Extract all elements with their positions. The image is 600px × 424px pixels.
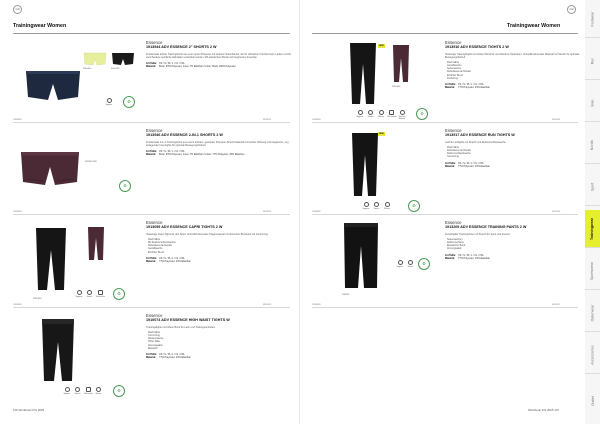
hygiene-icon: Hygiene	[396, 260, 404, 268]
page-title: Trainingwear Women	[13, 23, 67, 29]
title-rule	[312, 33, 578, 34]
title-rule	[13, 33, 290, 34]
product-sizes: Gr./Taille: XS / S / M / L / XL / XXL	[445, 253, 484, 257]
new-badge: NEW	[379, 45, 384, 47]
capri-tights-plum-image	[87, 226, 105, 262]
page-code: WF3013	[263, 303, 272, 306]
product-name: 1913917 ADV ESSENCE RUN TIGHTS W	[445, 133, 515, 137]
shorts-navy-image	[23, 69, 83, 103]
product-name: 1910074 ADV ESSENCE HIGH WAIST TIGHTS W	[146, 318, 230, 322]
fabric-icons	[75, 290, 104, 298]
product-image-area	[13, 40, 141, 122]
product-description: Vielseitige Capri-Tights für den Sport. Schnelltrocknendes Trägermaterial mit dezentem Brustrand mit Gummizug.	[146, 232, 269, 236]
page-title: Trainingwear Women	[507, 23, 561, 29]
product-material: Material: 77% Polyester, 23% Elasthan	[146, 356, 191, 359]
product-card	[312, 128, 578, 215]
product-info	[445, 220, 595, 260]
stretch-icon: Stretch	[86, 290, 94, 298]
image-label: 600x999	[111, 68, 120, 70]
product-info	[146, 220, 296, 263]
fabric-icons	[396, 260, 415, 268]
tab-trainingwear[interactable]: Trainingwear	[585, 210, 600, 248]
product-material: Material: Body: 93% Polyester, Innen 7% Elasthan, Futter: 77% Polyester, 23% Elasthan	[146, 152, 245, 156]
product-sizes: Gr./Taille: XS / S / M / L / XL / XXL	[445, 83, 484, 86]
new-badge: NEW	[379, 133, 384, 135]
stretch-icon: Stretch	[367, 110, 375, 120]
product-sizes: Gr./Taille: XS / S / M / L / XL / XXL	[146, 256, 185, 260]
feature-list: Seitentaschen Reißverschluss Elastischer Bund Atmungsaktiv	[447, 237, 466, 251]
article-code: 1999999	[312, 118, 321, 121]
product-card	[13, 40, 290, 123]
tab-bike[interactable]: Bike	[585, 84, 600, 122]
tab-run[interactable]: Run	[585, 42, 600, 80]
product-line: Essence	[445, 128, 462, 133]
article-code: 1999999	[13, 210, 22, 213]
fabric-icons	[356, 110, 406, 120]
product-image-area	[312, 40, 440, 122]
product-material: Material: 77% Polyester, 23% Elasthan	[445, 164, 490, 168]
product-info	[146, 313, 296, 359]
brand-logo: craft	[567, 5, 576, 14]
product-material: Material: 77% Polyester, 23% Elasthan	[146, 259, 191, 263]
fabric-icons	[362, 202, 391, 210]
product-card	[13, 128, 290, 215]
hygiene-icon: Hygiene	[356, 110, 364, 120]
product-description: Vielseitige Trainingstights mit hohem Bund für verschiedene Sportarten. Schnelltrocknendes Material mit Stretch für optimale Bewegungsfreiheit.	[445, 52, 580, 59]
tab-sportswear[interactable]: Sportswear	[585, 252, 600, 290]
fabric-icons	[105, 98, 113, 106]
article-code: 1999999	[13, 303, 22, 306]
tights-plum-image	[392, 44, 410, 84]
tights-black-image	[348, 42, 378, 106]
article-code: 1999999	[13, 118, 22, 121]
feature-list: Flachnähte Reflektierende Details Reißverschlusstasche Gummizug	[447, 145, 471, 159]
recycled-badge-icon: ♻	[113, 385, 125, 397]
product-sizes: Gr./Taille: XS / S / M / L / XL / XXL	[146, 149, 185, 153]
page-footer: 106 Workbook F/S 2025	[13, 408, 45, 412]
product-sizes: Gr./Taille: XS / S / M / L / XL / XXL	[445, 161, 484, 165]
recycled-badge-icon: ♻	[113, 288, 125, 300]
feature-list: Flachnähte Mit Reißverschlusstasche Reflektierende Details Gesäßtasche Erhöhter Bund	[148, 237, 176, 254]
flatlock-icon: Flachnähte	[96, 290, 104, 298]
run-tights-image	[350, 132, 380, 198]
hygiene-icon: Hygiene	[75, 290, 83, 298]
brand-logo: craft	[13, 5, 22, 14]
flatlock-icon: Flachnähte	[84, 387, 92, 395]
article-code: 1999999	[312, 303, 321, 306]
tab-accessories[interactable]: Accessories	[585, 336, 600, 374]
tab-outlet[interactable]: Outlet	[590, 396, 595, 406]
product-image-area	[13, 128, 141, 214]
product-line: Essence	[146, 40, 163, 45]
hygiene-icon: Hygiene	[362, 202, 370, 210]
warmth-icon: Wärme	[95, 387, 103, 395]
training-pants-image	[342, 222, 380, 290]
tab-outerwear[interactable]: Outerwear	[585, 294, 600, 332]
product-card	[312, 40, 578, 123]
product-description: Komfortable Trainingshose mit Stretch für Sport und Freizeit.	[445, 232, 511, 236]
product-card	[13, 313, 290, 403]
right-page	[300, 0, 585, 424]
product-image-area	[312, 220, 440, 307]
product-card	[312, 220, 578, 308]
recycled-badge-icon: ♻	[408, 200, 420, 212]
image-label: 999x999	[33, 298, 42, 300]
product-info	[445, 128, 595, 168]
product-info	[146, 128, 296, 156]
product-sizes: Gr./Taille: XS / S / M / L / XL / XXL	[146, 352, 185, 356]
product-description: Leichte Lauftights mit Stretch und Reißverschlusstasche.	[445, 140, 507, 144]
recycled-badge-icon: ♻	[416, 108, 428, 120]
tab-sport[interactable]: Sport	[585, 168, 600, 206]
page-code: WF3017	[552, 303, 561, 306]
product-line: Essence	[445, 40, 462, 45]
stretch-icon: Stretch	[407, 260, 415, 268]
shorts-plum-image	[18, 150, 82, 188]
product-image-area	[13, 313, 141, 403]
page-footer: Workbook F/S 2025 107	[528, 408, 560, 412]
product-name: 1913059 ADV ESSENCE CAPRI TIGHTS 2 W	[146, 225, 223, 229]
product-line: Essence	[146, 128, 163, 133]
product-image-area	[312, 128, 440, 214]
page-code: WF3016	[552, 210, 561, 213]
recycled-badge-icon: ♻	[418, 258, 430, 270]
page-code: WF3015	[552, 118, 561, 121]
high-waist-tights-image	[39, 318, 77, 384]
product-name: 1913946 ADV ESSENCE 2-IN-1 SHORTS 2 W	[146, 133, 223, 137]
product-image-area	[13, 220, 141, 307]
page-code: WF3011	[263, 118, 272, 121]
product-card	[13, 220, 290, 308]
product-material: Material: 77% Polyester, 23% Elasthan	[445, 86, 490, 90]
product-info	[146, 40, 296, 68]
product-material: Material: Body: 93% Polyester, Innen 7% Elasthan, Futter: Body 100% Polyester	[146, 64, 236, 68]
feature-list: Flachnähte Gesäßtasche Seitentasche Reflektierende Details Erhöhter Bund Kordelzug	[447, 60, 471, 80]
product-sizes: Gr./Taille: XS / S / M / L / XL / XXL	[146, 61, 185, 65]
category-side-tabs	[585, 0, 600, 424]
product-name: 1913916 ADV ESSENCE TIGHTS 2 W	[445, 45, 509, 49]
product-description: Trainingstights mit hohem Bund für Lauf- und Trainingseinheiten.	[146, 325, 216, 329]
capri-tights-black-image	[33, 226, 69, 294]
fabric-icons	[63, 387, 103, 395]
product-name: 1913209 ADV ESSENCE TRAINING PANTS 2 W	[445, 225, 527, 229]
article-code: 1999999	[312, 210, 321, 213]
recycled-badge-icon: ♻	[119, 180, 131, 192]
warmth-icon: Wärme	[383, 202, 391, 210]
hygiene-icon: Hygiene	[63, 387, 71, 395]
feature-list: Flachnähte Gummizug Rückentasche Hohe Taille Atmungsaktiv Elastisch	[148, 330, 164, 350]
image-label: 999999	[342, 294, 350, 296]
image-label: 999x999	[392, 86, 401, 88]
shorts-yellow-image	[83, 52, 107, 66]
image-label: 999x840	[83, 68, 92, 70]
warmth-icon: Wärme	[377, 110, 385, 120]
soft-material-icon: Weiches Material	[398, 110, 406, 120]
hygiene-icon: Hygiene	[105, 98, 113, 106]
image-label: 999999 NW	[85, 161, 97, 163]
product-description: Funktionelle leichte Trainingshorts aus einer guten Polyester mit leichtem Stretchanteil, die für ultimativen Komfort beim Laufen und für verschiedene sportliche Aktivitäten entwickelt wurden. Mit elastischem Bund und integriertem Innenslip.	[146, 52, 292, 59]
product-description: Funktionelle 2-in-1-Trainingshorts aus einem leichten, gewebten Polyester-Stretch-Material mit leichter Wirkung und integrierter, eng anliegender Innentights für optimale Bewegungsfreiheit.	[146, 140, 289, 147]
flatlock-icon: Flachnähte	[388, 110, 396, 120]
product-material: Material: 77% Polyester, 23% Elasthan	[445, 256, 490, 260]
product-name: 1913944 ADV ESSENCE 2" SHORTS 2 W	[146, 45, 217, 49]
recycled-badge-icon: ♻	[123, 96, 135, 108]
product-line: Essence	[146, 220, 163, 225]
page-code: WF3012	[263, 210, 272, 213]
product-line: Essence	[146, 313, 163, 318]
tab-footwear[interactable]: Footwear	[585, 0, 600, 38]
tab-nordic[interactable]: Nordic	[585, 126, 600, 164]
stretch-icon: Stretch	[373, 202, 381, 210]
shorts-black-image	[111, 52, 135, 66]
product-info	[445, 40, 595, 89]
stretch-icon: Stretch	[74, 387, 82, 395]
product-line: Essence	[445, 220, 462, 225]
